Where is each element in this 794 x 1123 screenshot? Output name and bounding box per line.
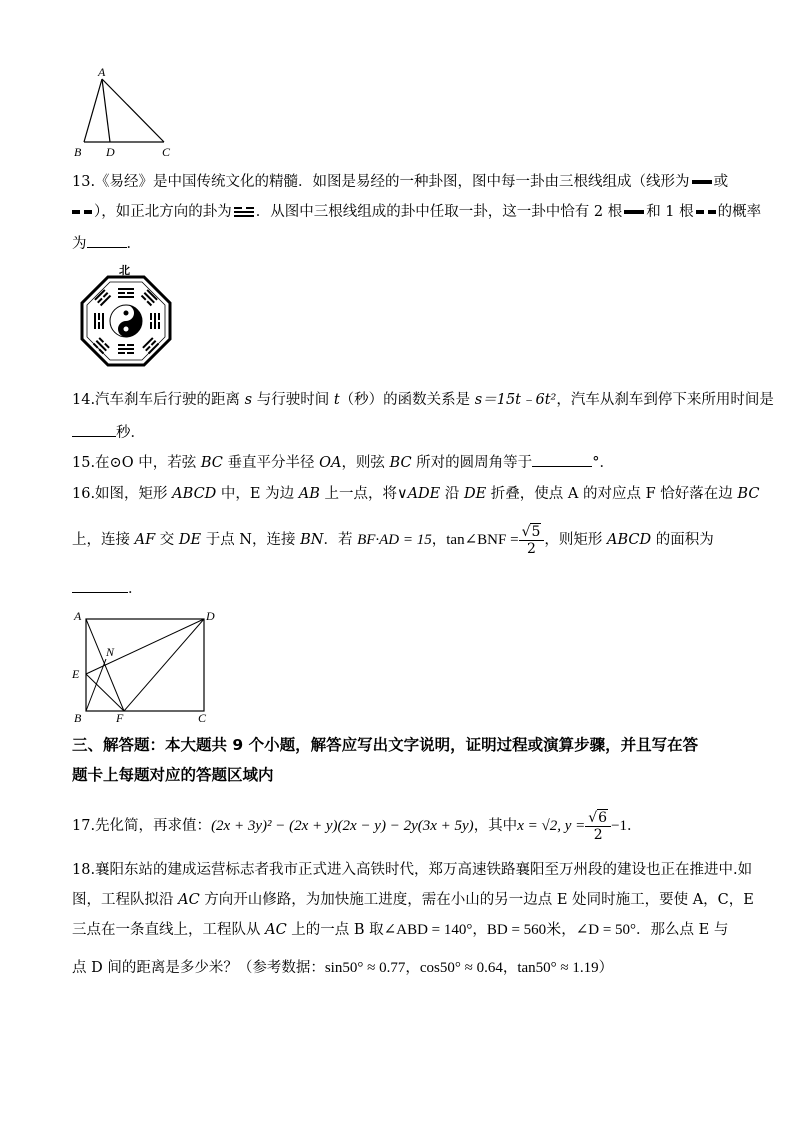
label-c: C bbox=[162, 145, 171, 159]
section3-heading-line1: 三、解答题：本大题共 9 个小题，解答应写出文字说明，证明过程或演算步骤，并且写在答 bbox=[72, 736, 699, 754]
q14-line1: 14.汽车刹车后行驶的距离 s 与行驶时间 t（秒）的函数关系是 s＝15t﹣6t²，汽车从刹车到停下来所用时间是 bbox=[72, 392, 774, 408]
answer-blank-14[interactable] bbox=[72, 422, 116, 437]
yin-yang-icon bbox=[110, 305, 142, 337]
label-n: N bbox=[106, 645, 115, 659]
q13-line3: 为 ． bbox=[72, 233, 141, 254]
q18-line1: 18.襄阳东站的建成运营标志者我市正式进入高铁时代，郑万高速铁路襄阳至万州段的建设也正在推进中.如 bbox=[72, 862, 753, 878]
answer-blank-15[interactable] bbox=[532, 452, 592, 467]
q16-line3: ． bbox=[72, 578, 143, 599]
label-a: A bbox=[74, 609, 82, 623]
north-label: 北 bbox=[119, 265, 130, 277]
q18-line3: 三点在一条直线上，工程队从 AC 上的一点 B 取∠ABD = 140°，BD = 560米，∠D = 50°．那么点 E 与 bbox=[72, 922, 729, 938]
triangle-abc-figure bbox=[68, 64, 178, 160]
label-b: B bbox=[74, 711, 82, 725]
q18-line2: 图，工程队拟沿 AC 方向开山修路，为加快施工进度，需在小山的另一边点 E 处同时施工，要使 A，C，E bbox=[72, 892, 754, 908]
label-d: D bbox=[106, 145, 115, 159]
q16-line2: 上，连接 AF 交 DE 于点 N，连接 BN．若 BF·AD = 15，tan∠BNF = $\frac{√5}{2}$ ，则矩形 ABCD 的面积为 bbox=[72, 523, 714, 557]
rectangle-abcd-figure bbox=[68, 604, 228, 726]
sqrt6-over-2: $\frac{√6}{2}$ bbox=[585, 810, 611, 843]
answer-blank-16[interactable] bbox=[72, 578, 128, 593]
bagua-diagram bbox=[72, 262, 180, 372]
q18-line4: 点 D 间的距离是多少米？（参考数据：sin50° ≈ 0.77，cos50° ≈ 0.64，tan50° ≈ 1.19） bbox=[72, 960, 614, 976]
section3-heading-line2: 题卡上每题对应的答题区域内 bbox=[72, 766, 274, 784]
q15-line: 15.在⊙O 中，若弦 BC 垂直平分半径 OA，则弦 BC 所对的圆周角等于 °． bbox=[72, 452, 614, 473]
label-e: E bbox=[72, 667, 80, 681]
label-a: A bbox=[98, 65, 106, 79]
solid-line-symbol bbox=[692, 180, 712, 184]
broken-line-symbol-2 bbox=[696, 210, 716, 214]
sqrt5-over-2: $\frac{√5}{2}$ bbox=[519, 524, 545, 557]
q16-line1: 16.如图，矩形 ABCD 中，E 为边 AB 上一点，将∨ADE 沿 DE 折叠，使点 A 的对应点 F 恰好落在边 BC bbox=[72, 486, 760, 502]
label-b: B bbox=[74, 145, 82, 159]
label-c: C bbox=[198, 711, 207, 725]
q13-line1: 13.《易经》是中国传统文化的精髓．如图是易经的一种卦图，图中每一卦由三根线组成（线形为 或 bbox=[72, 174, 729, 190]
q14-line2: 秒． bbox=[72, 422, 145, 443]
north-trigram-symbol bbox=[234, 207, 254, 217]
broken-line-symbol bbox=[72, 210, 92, 214]
label-f: F bbox=[116, 711, 124, 725]
label-d: D bbox=[206, 609, 215, 623]
q17-line: 17.先化简，再求值：(2x + 3y)² − (2x + y)(2x − y) − 2y(3x + 5y)，其中x = √2, y = $\frac{√6}{2}$ −1． bbox=[72, 809, 642, 843]
answer-blank-13[interactable] bbox=[87, 233, 127, 248]
q13-line2: ），如正北方向的卦为 ．从图中三根线组成的卦中任取一卦，这一卦中恰有 2 根 和 1 根 的概率 bbox=[72, 202, 761, 222]
solid-line-symbol-2 bbox=[624, 210, 644, 214]
